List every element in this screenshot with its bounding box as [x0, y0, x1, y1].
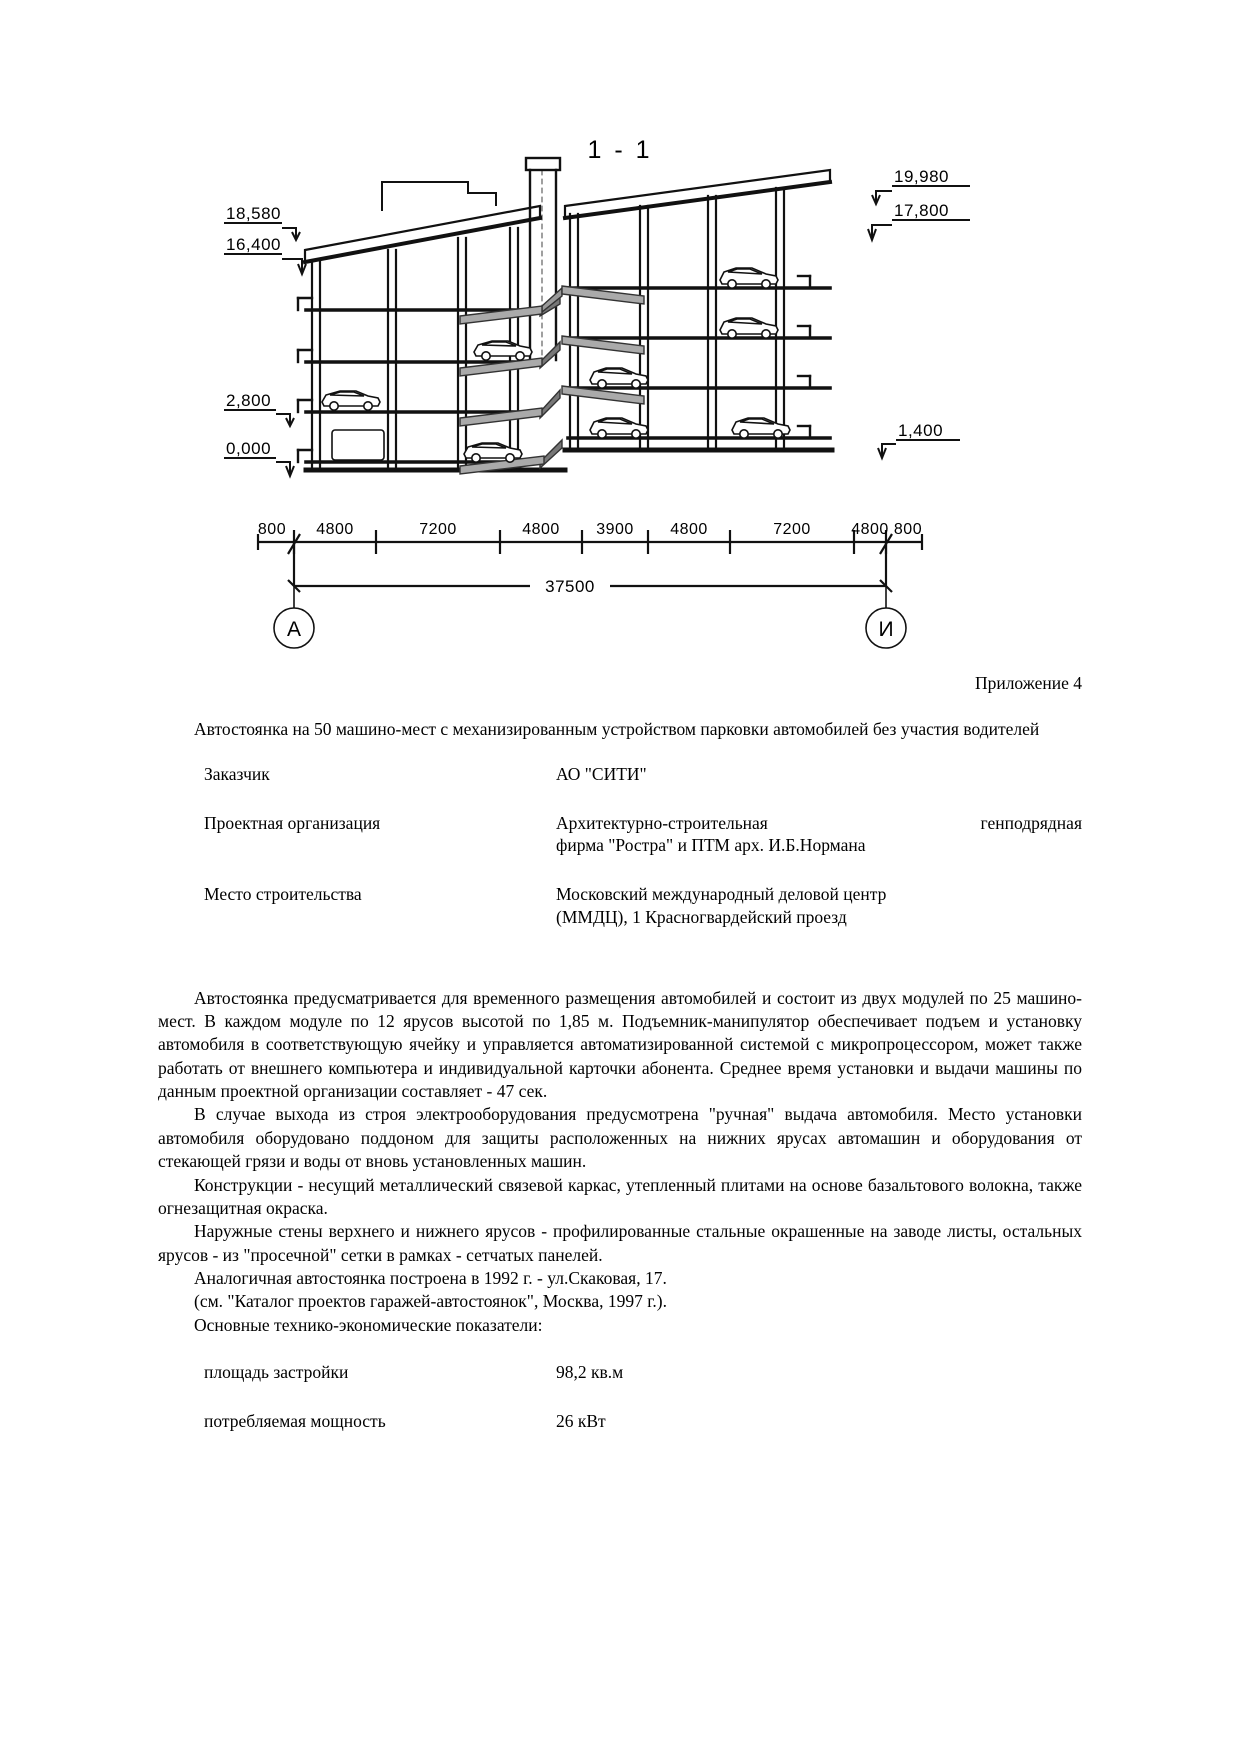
lead-paragraph: Автостоянка на 50 машино-мест с механизированным устройством парковки автомобилей без участия водителей	[194, 718, 1040, 739]
info-label-customer: Заказчик	[204, 763, 270, 784]
note-line-1: Аналогичная автостоянка построена в 1992 г. - ул.Скаковая, 17.	[194, 1267, 667, 1288]
elevation-left-2: 2,800	[226, 391, 272, 410]
dim-chain-8: 800	[893, 521, 923, 538]
table-row	[158, 883, 1082, 955]
appendix-label: Приложение 4	[974, 673, 1082, 693]
car-icon	[732, 418, 790, 438]
info-value-line: АО "СИТИ"	[556, 763, 647, 784]
car-icon	[720, 268, 778, 288]
axis-bubble-left-label: А	[286, 618, 302, 641]
info-value-line: Архитектурно-строительная генподрядная	[556, 812, 1082, 833]
dim-chain-1: 4800	[316, 521, 354, 538]
elevation-right-2: 1,400	[898, 421, 944, 440]
info-value-line: фирма "Ростра" и ПТМ арх. И.Б.Нормана	[556, 835, 866, 856]
metrics-table	[158, 1361, 1082, 1459]
elevation-right-0: 19,980	[894, 167, 949, 186]
metric-value-area: 98,2 кв.м	[556, 1362, 624, 1383]
car-icon	[322, 391, 380, 410]
info-label-design-org: Проектная организация	[204, 812, 381, 833]
table-row	[158, 1410, 1082, 1459]
dim-chain-4: 3900	[596, 521, 634, 538]
note-line-3: Основные технико-экономические показатели:	[194, 1314, 543, 1335]
car-icon	[464, 443, 522, 462]
metric-value-power: 26 кВт	[556, 1410, 606, 1431]
document-text-body	[158, 672, 1082, 1459]
dim-chain-5: 4800	[670, 521, 708, 538]
building-section-drawing	[0, 110, 1240, 670]
dim-chain-3: 4800	[522, 521, 560, 538]
body-paragraph-3: Конструкции - несущий металлический связевой каркас, утепленный плитами на основе базальтового волокна, также огнезащитная окраска.	[158, 1174, 1082, 1218]
section-svg	[210, 110, 1030, 670]
elevation-left-3: 0,000	[226, 439, 272, 458]
table-row	[158, 1361, 1082, 1410]
info-value-line: Московский международный деловой центр	[556, 884, 887, 905]
dim-chain-6: 7200	[773, 521, 811, 538]
dim-chain-0: 800	[257, 521, 287, 538]
metric-label-power: потребляемая мощность	[204, 1410, 386, 1431]
table-row	[158, 763, 1082, 812]
elevation-left-1: 16,400	[226, 235, 281, 254]
info-label-site: Место строительства	[204, 884, 362, 905]
dim-chain-7: 4800	[851, 521, 889, 538]
spacer	[158, 959, 1082, 987]
body-paragraph-4: Наружные стены верхнего и нижнего ярусов - профилированные стальные окрашенные на заводе листы, остальных ярусов - из "просечной" сетки в рамках - сетчатых панелей.	[158, 1221, 1082, 1265]
note-line-2: (см. "Каталог проектов гаражей-автостоянок", Москва, 1997 г.).	[194, 1291, 667, 1312]
info-value-design-org	[556, 812, 1082, 884]
info-value-line: (ММДЦ), 1 Красногвардейский проезд	[556, 906, 847, 927]
elevation-right-1: 17,800	[894, 201, 949, 220]
section-title-label: 1 - 1	[587, 136, 653, 164]
table-row	[158, 812, 1082, 884]
car-icon	[474, 341, 532, 360]
dim-chain-2: 7200	[419, 521, 457, 538]
project-info-table	[158, 763, 1082, 955]
elevation-left-0: 18,580	[226, 204, 281, 223]
info-value-site	[556, 883, 1082, 955]
info-value-customer	[556, 763, 1082, 812]
car-icon	[720, 318, 778, 338]
body-paragraph-2: В случае выхода из строя электрооборудования предусмотрена "ручная" выдача автомобиля. Место установки автомобиля оборудовано поддоном для защиты расположенных на нижних ярусах автомашин и оборудования от стекающей грязи и воды от вновь установленных машин.	[158, 1104, 1082, 1172]
axis-bubble-right-label: И	[878, 618, 894, 641]
overall-dimension-label: 37500	[545, 577, 595, 596]
body-paragraph-1: Автостоянка предусматривается для временного размещения автомобилей и состоит из двух модулей по 25 машино-мест. В каждом модуле по 12 ярусов высотой по 1,85 м. Подъемник-манипулятор обеспечивает подъем и установку автомобиля в соответствующую ячейку и управляется автоматизированной системой с микропроцессором, может также работать от внешнего компьютера и индивидуальной карточки абонента. Среднее время установки и выдачи машины по данным проектной организации составляет - 47 сек.	[158, 987, 1082, 1102]
metric-label-area: площадь застройки	[204, 1362, 349, 1383]
